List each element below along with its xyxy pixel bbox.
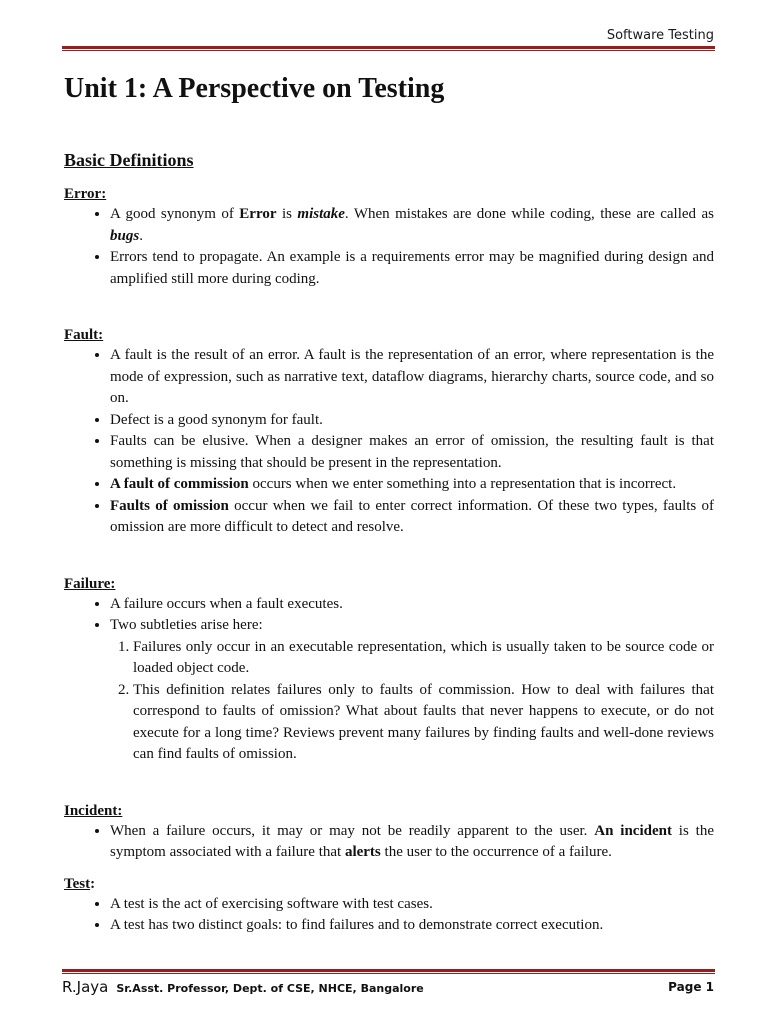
section-title: Basic Definitions [64,150,194,170]
author-affiliation: Sr.Asst. Professor, Dept. of CSE, NHCE, Bangalore [116,982,424,995]
failure-list [64,594,714,637]
fault-bullet-1: • A fault is the result of an error. A fault is the representation of an error, where representation is the mode of expression, such as narrative text, dataflow diagrams, hierarchy charts, source code, and so on. [110,345,714,410]
incident-bullet-1: • When a failure occurs, it may or may not be readily apparent to the user. An incident is the symptom associated with a failure that alerts the user to the occurrence of a failure. [110,821,714,864]
fault-bullet-3: • Faults can be elusive. When a designer makes an error of omission, the resulting fault is that something is missing that should be present in the representation. [110,431,714,474]
author-name: R.Jaya [62,978,109,996]
running-header: Software Testing [606,28,714,43]
failure-bullet-1: • A failure occurs when a fault executes. [110,594,714,616]
incident-list [64,821,714,864]
error-bullet-1: • A good synonym of Error is mistake. When mistakes are done while coding, these are called as bugs. [110,204,714,247]
error-heading: Error: [64,186,107,202]
test-heading: Test: [64,875,96,892]
unit-title: Unit 1: A Perspective on Testing [64,73,445,104]
header-rule [62,46,715,51]
test-bullet-2: • A test has two distinct goals: to find failures and to demonstrate correct execution. [110,915,714,937]
test-list [64,894,714,937]
fault-bullet-2: • Defect is a good synonym for fault. [110,410,714,432]
test-bullet-1: • A test is the act of exercising software with test cases. [110,894,714,916]
fault-bullet-5: • Faults of omission occur when we fail to enter correct information. Of these two types, faults of omission are more difficult to detect and resolve. [110,496,714,539]
footer-author [62,978,424,996]
failure-item-2: 2. This definition relates failures only to faults of commission. How to deal with failures that correspond to faults of omission? What about faults that never happens to execute, or do not execute for a long time? Reviews prevent many failures by finding faults and well-done reviews can find faults of omission. [133,680,714,766]
page-content [64,66,714,937]
error-list [64,204,714,290]
failure-bullet-2: • Two subtleties arise here: [110,615,714,637]
failure-heading: Failure: [64,575,116,592]
footer-rule [62,969,715,974]
failure-item-1: 1. Failures only occur in an executable representation, which is usually taken to be source code or loaded object code. [133,637,714,680]
incident-heading: Incident: [64,802,123,819]
failure-numbered-list [64,637,714,766]
fault-list [64,345,714,539]
page-number: Page 1 [668,980,714,994]
error-bullet-2: • Errors tend to propagate. An example is a requirements error may be magnified during design and amplified still more during coding. [110,247,714,290]
fault-bullet-4: • A fault of commission occurs when we enter something into a representation that is incorrect. [110,474,714,496]
fault-heading: Fault: [64,327,104,343]
